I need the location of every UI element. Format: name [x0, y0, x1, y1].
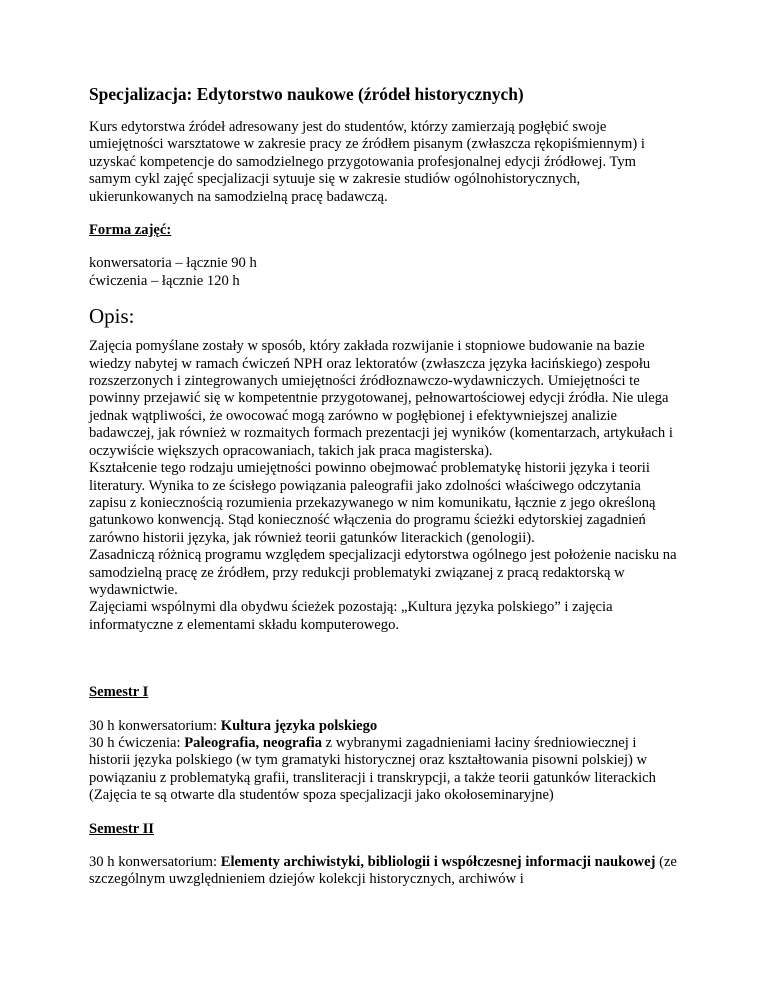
semestr-2-line-1 [89, 854, 681, 889]
forma-label: Forma zajęć: [89, 222, 172, 239]
semestr-1-course-kultura: Kultura języka polskiego [220, 717, 378, 734]
spacer [89, 206, 681, 222]
semestr-1-line-2-prefix: 30 h ćwiczenia: [89, 734, 185, 751]
semestr-1-label: Semestr I [89, 684, 149, 701]
spacer [89, 838, 681, 854]
opis-paragraph-1: Zajęcia pomyślane zostały w sposób, który zakłada rozwijanie i stopniowe budowanie na bazie wiedzy nabytej w ramach ćwiczeń NPH oraz lektoratów (zwłaszcza języka łacińskiego) zespołu rozszerzonych i zintegrowanych umiejętności źródłoznawczo-wydawniczych. Umiejętności te powinny przejawić się w kompetentnie przygotowanej, pełnowartościowej edycji źródła. Nie ulega jednak wątpliwości, że owocować mogą zarówno w pogłębionej i efektywniejszej analizie badawczej, jak również w rozmaitych formach prezentacji jej wyników (komentarzach, artykułach i oczywiście większych opracowaniach, takich jak praca magisterska). [89, 338, 673, 459]
opis-heading: Opis: [89, 304, 135, 329]
spacer [89, 702, 681, 718]
spacer [89, 239, 681, 255]
semestr-2-line-1-rest: (ze szczególnym uwzględnieniem dziejów kolekcji historycznych, archiwów i [89, 854, 677, 888]
opis-paragraph-3: Zasadniczą różnicą programu względem specjalizacji edytorstwa ogólnego jest położenie nacisku na samodzielną pracę ze źródłem, przy redukcji problematyki związanej z pracą redaktorską w wydawnictwie. [89, 547, 677, 598]
semestr-1-course-paleografia: Paleografia, neografia [184, 734, 323, 751]
opis-paragraph-2: Kształcenie tego rodzaju umiejętności powinno obejmować problematykę historii języka i teorii literatury. Wynika to ze ścisłego powiązania paleografii jako zdolności właściwego odczytania zapisu z koniecznością rozumienia przekazywanego w nim komunikatu, łącznie z jego określoną gatunkowo konwencją. Stąd konieczność włączenia do programu ścieżki edytorskiej zagadnień zarówno historii języka, jak również teorii gatunków literackich (genologii). [89, 460, 656, 546]
semestr-1-line-1 [89, 718, 681, 735]
semestr-1-line-2 [89, 735, 681, 805]
spacer [89, 805, 681, 821]
semestr-2-label: Semestr II [89, 820, 154, 837]
forma-line-konwersatoria: konwersatoria – łącznie 90 h [89, 255, 257, 272]
document-page [89, 84, 681, 889]
semestr-1-line-1-prefix: 30 h konwersatorium: [89, 717, 221, 734]
opis-paragraph-4: Zajęciami wspólnymi dla obydwu ścieżek pozostają: „Kultura języka polskiego” i zajęcia informatyczne z elementami składu komputerowego. [89, 599, 613, 633]
semestr-2-course-archiwistyka: Elementy archiwistyki, bibliologii i współczesnej informacji naukowej [220, 854, 656, 870]
semestr-2-line-1-prefix: 30 h konwersatorium: [89, 854, 221, 870]
spacer [89, 290, 681, 304]
forma-line-cwiczenia: ćwiczenia – łącznie 120 h [89, 272, 240, 289]
semestr-1-line-2-rest: z wybranymi zagadnieniami łaciny średniowiecznej i historii języka polskiego (w tym gramatyki historycznej oraz kształtowania pisowni polskiej) w powiązaniu z problematyką grafii, transliteracji i transkrypcji, a także teorii gatunków literackich (Zajęcia te są otwarte dla studentów spoza specjalizacji jako okołoseminaryjne) [89, 734, 656, 804]
document-title: Specjalizacja: Edytorstwo naukowe (źródeł historycznych) [89, 84, 524, 104]
spacer [89, 634, 681, 684]
intro-paragraph: Kurs edytorstwa źródeł adresowany jest do studentów, którzy zamierzają pogłębić swoje umiejętności warsztatowe w zakresie pracy ze źródłem pisanym (zwłaszcza rękopiśmiennym) i uzyskać kompetencje do samodzielnego przygotowania profesjonalnej edycji źródłowej. Tym samym cykl zajęć specjalizacji sytuuje się w zakresie studiów ogólnohistorycznych, ukierunkowanych na samodzielną pracę badawczą. [89, 119, 645, 205]
